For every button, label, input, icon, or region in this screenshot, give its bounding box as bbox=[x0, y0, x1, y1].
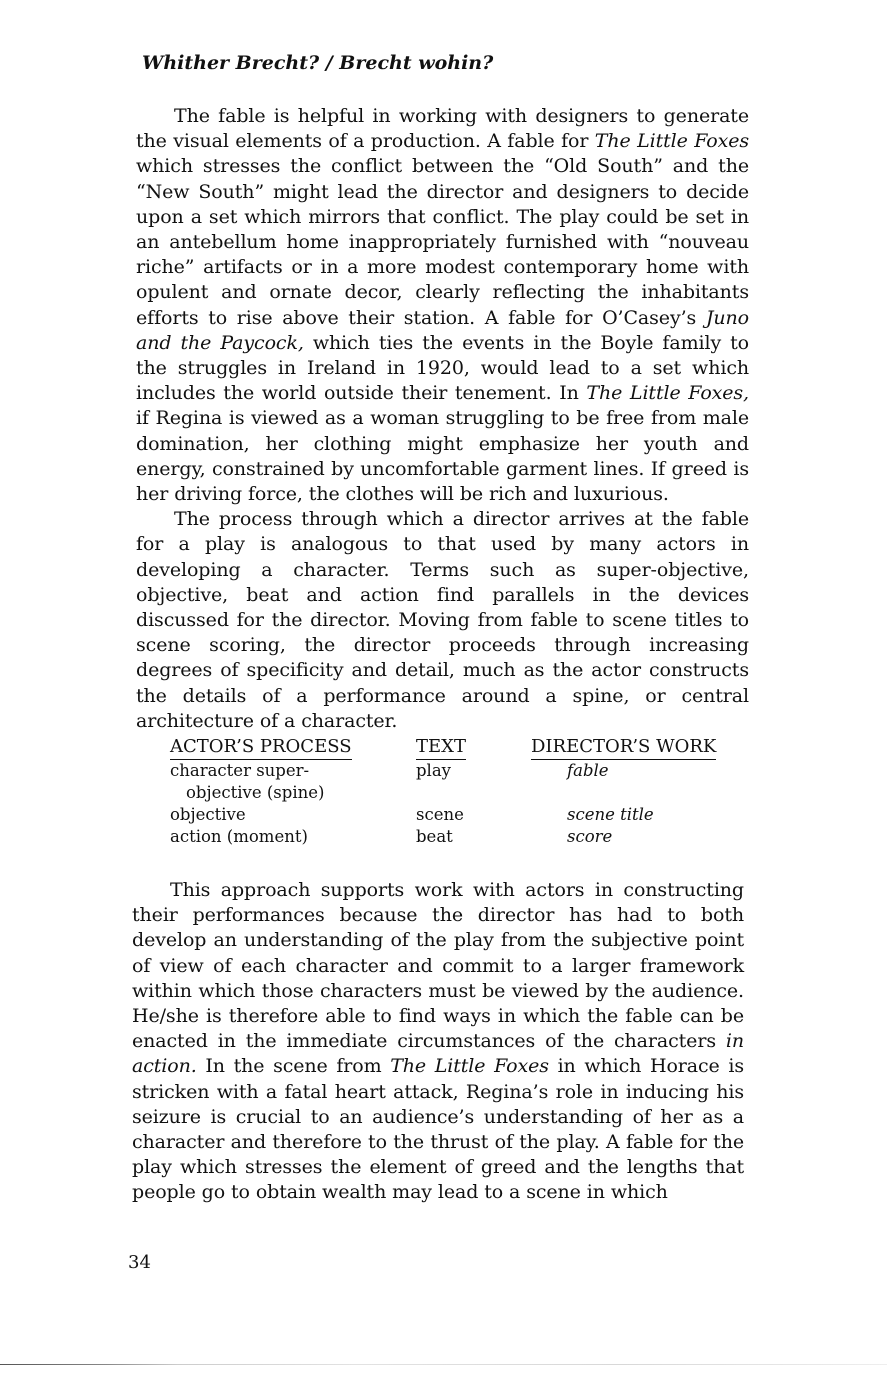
table-cell: character super- bbox=[170, 761, 310, 780]
paragraph-designers bbox=[136, 104, 749, 507]
text-run: in which Horace is stricken with a fatal heart attack, Regina’s role in inducing his seizure is crucial to an audience’s understanding of her as a character and therefore to the thrust of the play. A fable for the play which stresses the element of greed and the lengths that people go to obtain wealth may lead to a scene in which bbox=[132, 1055, 744, 1204]
paragraph-approach bbox=[132, 878, 744, 1206]
italic-title: The Little Foxes bbox=[594, 130, 749, 153]
italic-title: The Little Foxes bbox=[390, 1055, 549, 1078]
running-title: Whither Brecht? / Brecht wohin? bbox=[142, 52, 494, 74]
table-cell: scene title bbox=[567, 805, 654, 824]
text-run: This approach supports work with actors in constructing their performances because the director has had to both develop an understanding of the play from the subjective point of view of each character and commit to a larger framework within which those characters must be viewed by the audience. He/she is therefore able to find ways in which the fable can be enacted in the immediate circumstances of the characters bbox=[132, 879, 744, 1053]
text-run: The fable is helpful in working with designers to generate the visual elements of a production. A fable for bbox=[136, 105, 749, 153]
table-cell: fable bbox=[567, 761, 609, 780]
table-row bbox=[170, 760, 797, 782]
table-row bbox=[170, 804, 797, 826]
table-row bbox=[170, 826, 797, 848]
table-header-row bbox=[170, 736, 797, 760]
table-cell: scene bbox=[416, 805, 464, 824]
table-cell bbox=[531, 782, 797, 804]
process-comparison-table bbox=[170, 736, 797, 848]
text-run: which stresses the conflict between the “Old South” and the “New South” might lead the director and designers to decide upon a set which mirrors that conflict. The play could be set in an antebellum home inappropriately furnished with “nouveau riche” artifacts or in a more modest contemporary home with opulent and ornate decor, clearly reflecting the inhabitants efforts to rise above their station. A fable for O’Casey’s bbox=[136, 155, 749, 329]
header-actors-process: ACTOR’S PROCESS bbox=[170, 736, 416, 760]
table-cell: beat bbox=[416, 827, 453, 846]
italic-title: The Little Foxes, bbox=[586, 382, 750, 405]
table-cell bbox=[416, 782, 531, 804]
text-run: which ties the events in the Boyle family to the struggles in Ireland in 1920, would lead to a set which includes the world outside their tenement. In bbox=[136, 331, 749, 405]
table-cell: objective bbox=[170, 805, 246, 824]
text-run: if Regina is viewed as a woman struggling to be free from male domination, her clothing might emphasize her youth and energy, constrained by uncomfortable garment lines. If greed is her driving force, the clothes will be rich and luxurious. bbox=[136, 407, 749, 506]
header-directors-work: DIRECTOR’S WORK bbox=[531, 736, 797, 760]
table-cell: score bbox=[567, 827, 613, 846]
italic-phrase: in action. bbox=[132, 1030, 744, 1078]
paragraph-process: The process through which a director arrives at the fable for a play is analogous to that used by many actors in developing a character. Terms such as super-objective, objective, beat and action find parallels in the devices discussed for the director. Moving from fable to scene titles to scene scoring, the director proceeds through increasing degrees of specificity and detail, much as the actor constructs the details of a performance around a spine, or central architecture of a character. bbox=[136, 508, 749, 732]
body-text-bottom bbox=[132, 878, 744, 1206]
header-text: TEXT bbox=[416, 736, 531, 760]
table-cell: play bbox=[416, 761, 451, 780]
table-row bbox=[170, 782, 797, 804]
body-text-top bbox=[136, 104, 749, 734]
table-cell: action (moment) bbox=[170, 827, 308, 846]
table-cell: objective (spine) bbox=[186, 783, 325, 802]
page-number: 34 bbox=[128, 1252, 151, 1273]
scan-edge-divider bbox=[0, 1364, 887, 1365]
text-run: In the scene from bbox=[196, 1055, 391, 1078]
italic-title: Juno and the Paycock, bbox=[136, 306, 749, 354]
